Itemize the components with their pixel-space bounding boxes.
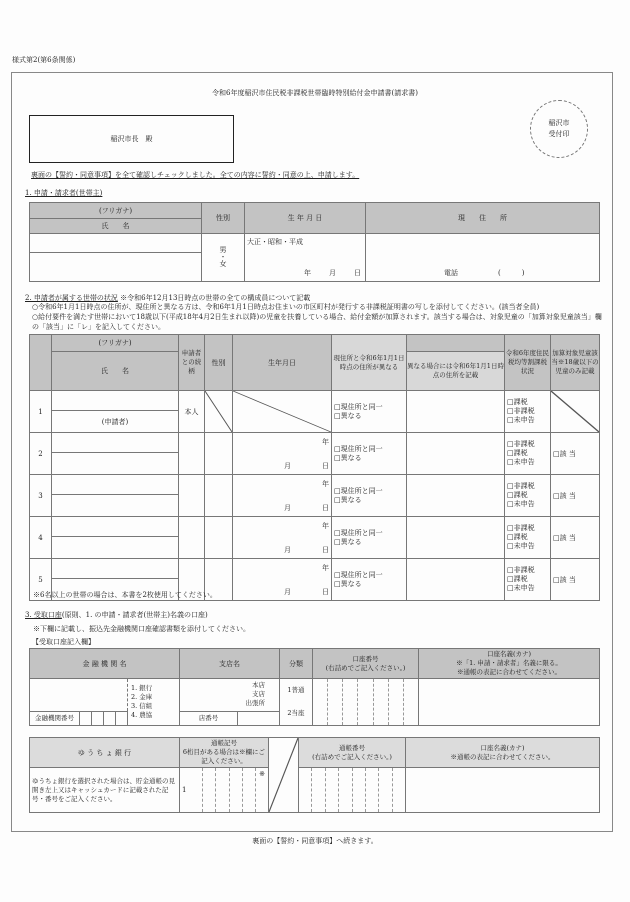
- tax-option-3[interactable]: □未申告: [507, 542, 535, 550]
- member-birthdate-field[interactable]: [233, 433, 332, 475]
- tax-status-options[interactable]: [505, 391, 551, 433]
- yucho-symbol-field[interactable]: [180, 768, 269, 813]
- month-unit: 月: [284, 504, 291, 512]
- yucho-description: ゆうちょ銀行を選択された場合は、貯金通帳の見開き左上又はキャッシュカードに記載された記号・番号をご記入ください。: [30, 768, 180, 813]
- furigana-header: (フリガナ): [30, 203, 202, 219]
- year-unit: 年: [322, 438, 329, 446]
- consent-statement: 裏面の【誓約・同意事項】を全て確認しチェックしました。全ての内容に誓約・同意の上、申請します。: [31, 171, 360, 179]
- yucho-symbol-note: 6桁目がある場合は※欄にご記入ください。: [182, 748, 266, 765]
- previous-address-field[interactable]: [407, 391, 505, 433]
- same-address-options[interactable]: [332, 433, 407, 475]
- branch-name-header: 支店名: [180, 649, 280, 679]
- tax-option-3[interactable]: □未申告: [507, 584, 535, 592]
- household-row: [30, 391, 600, 411]
- member-birthdate-field[interactable]: [233, 517, 332, 559]
- bank-code-label: 金融機関番号: [30, 711, 80, 725]
- tax-option-2[interactable]: □非課税: [507, 407, 535, 415]
- same-address-header: 現住所と令和6年1月1日時点の住所が異なる: [332, 335, 407, 391]
- yucho-holder-header: [406, 738, 600, 768]
- previous-address-field[interactable]: [407, 559, 505, 601]
- checkbox-same-address[interactable]: □現住所と同一: [334, 528, 383, 537]
- addressee-box: [29, 115, 234, 163]
- household-row: [30, 433, 600, 453]
- yucho-symbol-title: 通帳記号: [211, 739, 237, 747]
- member-furigana-field[interactable]: [52, 559, 179, 579]
- holder-title: 口座名義(カナ): [486, 650, 532, 658]
- bank-code-digit-2[interactable]: [92, 711, 104, 725]
- bank-code-digit-4[interactable]: [116, 711, 128, 725]
- phone-field[interactable]: ( ): [498, 269, 525, 277]
- member-gender-field[interactable]: [205, 517, 233, 559]
- tax-option-2[interactable]: □課税: [507, 449, 528, 457]
- stamp-line2: 受付印: [548, 130, 570, 138]
- year-unit: 年: [322, 522, 329, 530]
- bank-type-3: 3. 信組: [131, 702, 153, 710]
- household-row: [30, 517, 600, 537]
- yucho-number-note: (右詰めでご記入ください。): [312, 752, 392, 761]
- section3-title: 3. 受取口座: [25, 611, 62, 619]
- bank-type-2: 2. 金庫: [131, 693, 153, 701]
- checkbox-same-address[interactable]: □現住所と同一: [334, 402, 383, 411]
- year-unit: 年: [322, 480, 329, 488]
- section3-instruction: ※下欄に記載し、振込先金融機関口座確認書類を添付してください。: [33, 625, 250, 633]
- tax-option-3[interactable]: □未申告: [507, 416, 535, 424]
- applicant-name-field[interactable]: [30, 253, 202, 282]
- previous-address-field[interactable]: [407, 433, 505, 475]
- tax-option-1[interactable]: □非課税: [507, 482, 535, 490]
- account-type-checking: 2当座: [287, 709, 305, 717]
- account-number-title: 口座番号: [352, 654, 379, 663]
- tax-option-1[interactable]: □非課税: [507, 524, 535, 532]
- holder-note-2: ※通帳の表記に合わせてください。: [457, 668, 561, 676]
- member-gender-field[interactable]: [205, 475, 233, 517]
- tax-option-1[interactable]: □非課税: [507, 440, 535, 448]
- previous-address-field[interactable]: [407, 475, 505, 517]
- yucho-number-title: 通帳番号: [339, 743, 365, 752]
- tax-option-2[interactable]: □課税: [507, 491, 528, 499]
- checkbox-different-address[interactable]: □異なる: [334, 537, 362, 546]
- address-header: 現 住 所: [366, 203, 600, 234]
- hh-furigana-header: (フリガナ): [52, 335, 179, 352]
- account-type-options[interactable]: [280, 679, 313, 726]
- checkbox-same-address[interactable]: □現住所と同一: [334, 486, 383, 495]
- checkbox-same-address[interactable]: □現住所と同一: [334, 570, 383, 579]
- household-table: [29, 334, 600, 601]
- member-furigana-field[interactable]: [52, 391, 179, 411]
- bank-name-field[interactable]: [30, 679, 128, 712]
- year-unit: 年: [322, 564, 329, 572]
- applicant-address-field[interactable]: [366, 234, 600, 282]
- checkbox-different-address[interactable]: □異なる: [334, 579, 362, 588]
- tax-status-options[interactable]: [505, 433, 551, 475]
- tax-option-2[interactable]: □課税: [507, 575, 528, 583]
- day-unit: 日: [322, 546, 329, 554]
- child-eligible-header: 加算対象児童該当※18歳以下の児童のみ記載: [551, 335, 600, 391]
- name-header: 氏 名: [30, 219, 202, 234]
- phone-label: 電話: [444, 269, 458, 277]
- birthdate-na-cell: [233, 391, 332, 433]
- yucho-number-header: [299, 738, 406, 768]
- row-number: 4: [30, 517, 52, 559]
- row-number-header: [30, 335, 52, 391]
- section3-note: (原則、1. の申請・請求者(世帯主)名義の口座): [61, 611, 208, 619]
- tax-option-2[interactable]: □課税: [507, 533, 528, 541]
- applicant-birthdate-field[interactable]: [245, 234, 366, 282]
- tax-status-header: 令和6年度住民税均等割課税状況: [505, 335, 551, 391]
- hh-birthdate-header: 生年月日: [233, 335, 332, 391]
- tax-option-1[interactable]: □非課税: [507, 566, 535, 574]
- account-number-note: (右詰めでご記入ください。): [325, 663, 406, 672]
- tax-status-options[interactable]: [505, 559, 551, 601]
- holder-note-1: ※「1. 申請・請求者」名義に限る。: [456, 659, 562, 667]
- account-number-field[interactable]: [313, 679, 419, 726]
- checkbox-different-address[interactable]: □異なる: [334, 453, 362, 462]
- year-unit: 年: [304, 269, 311, 277]
- yucho-holder-title: 口座名義(カナ): [480, 743, 525, 752]
- account-number-header: [313, 649, 419, 679]
- member-name-field[interactable]: (申請者): [52, 411, 179, 433]
- day-unit: 日: [322, 462, 329, 470]
- address-header-spacer: [407, 335, 505, 352]
- bank-name-header: 金 融 機 関 名: [30, 649, 180, 679]
- bank-type-4: 4. 農協: [131, 711, 153, 719]
- month-unit: 月: [284, 546, 291, 554]
- household-row: [30, 559, 600, 579]
- section2-note-2: ○給付要件を満たす世帯において18歳以下(平成18年4月2日生まれ以降)の児童を扶養している場合、給付金額が加算されます。該当する場合は、対象児童の「加算対象児童該当」欄の「該当」に「レ」を記入してください。: [32, 313, 602, 331]
- yucho-prefix: 1: [182, 786, 187, 794]
- relation-header: 申請者との続柄: [179, 335, 205, 391]
- member-birthdate-field[interactable]: [233, 475, 332, 517]
- reception-stamp-area: [530, 100, 588, 158]
- yucho-number-field[interactable]: [299, 768, 406, 813]
- member-relation-field[interactable]: [179, 475, 205, 517]
- applicant-table: [29, 202, 600, 282]
- member-relation-field[interactable]: [179, 517, 205, 559]
- branch-name-field[interactable]: [180, 679, 280, 712]
- hh-gender-header: 性別: [205, 335, 233, 391]
- bank-type-1: 1. 銀行: [131, 684, 153, 692]
- row-number: 1: [30, 391, 52, 433]
- branch-type-sub: 出張所: [245, 699, 265, 708]
- member-furigana-field[interactable]: [52, 475, 179, 495]
- addressee-text: 稲沢市長 殿: [110, 135, 153, 143]
- yucho-table: [29, 737, 600, 813]
- member-name-field[interactable]: [52, 537, 179, 559]
- child-na-cell: [551, 391, 600, 433]
- bank-account-table: [29, 648, 600, 726]
- form-title: 令和6年度稲沢市住民税非課税世帯臨時特別給付金申請書(請求書): [212, 89, 418, 97]
- member-furigana-field[interactable]: [52, 517, 179, 537]
- account-type-savings: 1普通: [287, 686, 305, 694]
- gender-options-text: 男・女: [219, 245, 227, 267]
- section2-footnote: ※6名以上の世帯の場合は、本書を2枚使用してください。: [33, 591, 217, 599]
- tax-status-options[interactable]: [505, 517, 551, 559]
- child-eligible-checkbox[interactable]: □該 当: [551, 517, 600, 559]
- month-unit: 月: [329, 269, 336, 277]
- branch-type-main: 本店: [252, 681, 265, 690]
- row-number: 5: [30, 559, 52, 601]
- member-relation-field[interactable]: [179, 433, 205, 475]
- section2-note: ※令和6年12月13日時点の世帯の全ての構成員について記載: [120, 294, 311, 302]
- checkbox-same-address[interactable]: □現住所と同一: [334, 444, 383, 453]
- member-birthdate-field[interactable]: [233, 559, 332, 601]
- birthdate-header: 生 年 月 日: [245, 203, 366, 234]
- month-unit: 月: [284, 588, 291, 596]
- bank-code-digit-1[interactable]: [80, 711, 92, 725]
- section2-title: 2. 申請者が属する世帯の状況: [25, 294, 118, 302]
- branch-code-field[interactable]: [238, 711, 280, 725]
- yucho-sixth-digit-mark: ※: [259, 770, 265, 778]
- previous-address-field[interactable]: [407, 517, 505, 559]
- yucho-holder-field[interactable]: [406, 768, 600, 813]
- branch-code-label: 店番号: [180, 711, 238, 725]
- member-relation-field[interactable]: 本人: [179, 391, 205, 433]
- child-eligible-checkbox[interactable]: □該 当: [551, 475, 600, 517]
- checkbox-different-address[interactable]: □異なる: [334, 411, 362, 420]
- day-unit: 日: [322, 588, 329, 596]
- member-furigana-field[interactable]: [52, 433, 179, 453]
- same-address-options[interactable]: [332, 475, 407, 517]
- child-eligible-checkbox[interactable]: □該 当: [551, 559, 600, 601]
- bank-code-digit-3[interactable]: [104, 711, 116, 725]
- section2-note-1: ○令和6年1月1日時点の住所が、現住所と異なる方は、令和6年1月1日時点お住まいの市区町村が発行する非課税証明書の写しを添付してください。(該当者全員): [32, 303, 540, 311]
- tax-option-3[interactable]: □未申告: [507, 500, 535, 508]
- household-row: [30, 475, 600, 495]
- month-unit: 月: [284, 462, 291, 470]
- checkbox-different-address[interactable]: □異なる: [334, 495, 362, 504]
- yucho-holder-note: ※通帳の表記に合わせてください。: [450, 752, 555, 761]
- yucho-separator: [269, 738, 299, 813]
- gender-na-cell: [205, 391, 233, 433]
- section3-heading: [25, 610, 208, 620]
- hh-name-header: 氏 名: [52, 352, 179, 391]
- section2-notes: [32, 302, 602, 332]
- other-address-header: 異なる場合には令和6年1月1日時点の住所を記載: [407, 352, 505, 391]
- section1-heading: 1. 申請・請求者(世帯主): [25, 189, 103, 197]
- child-eligible-checkbox[interactable]: □該 当: [551, 433, 600, 475]
- account-box-label: 【受取口座記入欄】: [32, 638, 95, 646]
- yucho-header: ゆ う ち ょ 銀 行: [30, 738, 180, 768]
- stamp-line1: 稲沢市: [548, 119, 570, 127]
- account-type-header: 分類: [280, 649, 313, 679]
- continue-notice: 裏面の【誓約・同意事項】へ続きます。: [252, 837, 378, 845]
- gender-header: 性別: [202, 203, 245, 234]
- bank-type-options[interactable]: [128, 679, 180, 726]
- account-holder-field[interactable]: [419, 679, 600, 726]
- member-gender-field[interactable]: [205, 433, 233, 475]
- form-number-label: 様式第2(第6条関係): [12, 56, 76, 64]
- tax-option-3[interactable]: □未申告: [507, 458, 535, 466]
- yucho-symbol-header: [180, 738, 269, 768]
- tax-status-options[interactable]: [505, 475, 551, 517]
- branch-type-branch: 支店: [252, 690, 265, 699]
- day-unit: 日: [354, 269, 361, 277]
- tax-option-1[interactable]: □課税: [507, 398, 528, 406]
- member-name-field[interactable]: [52, 453, 179, 475]
- era-options: 大正・昭和・平成: [247, 238, 303, 246]
- holder-header: [419, 649, 600, 679]
- member-name-field[interactable]: [52, 495, 179, 517]
- gender-options[interactable]: [202, 234, 245, 282]
- same-address-options[interactable]: [332, 391, 407, 433]
- row-number: 2: [30, 433, 52, 475]
- same-address-options[interactable]: [332, 559, 407, 601]
- day-unit: 日: [322, 504, 329, 512]
- row-number: 3: [30, 475, 52, 517]
- same-address-options[interactable]: [332, 517, 407, 559]
- applicant-furigana-field[interactable]: [30, 234, 202, 253]
